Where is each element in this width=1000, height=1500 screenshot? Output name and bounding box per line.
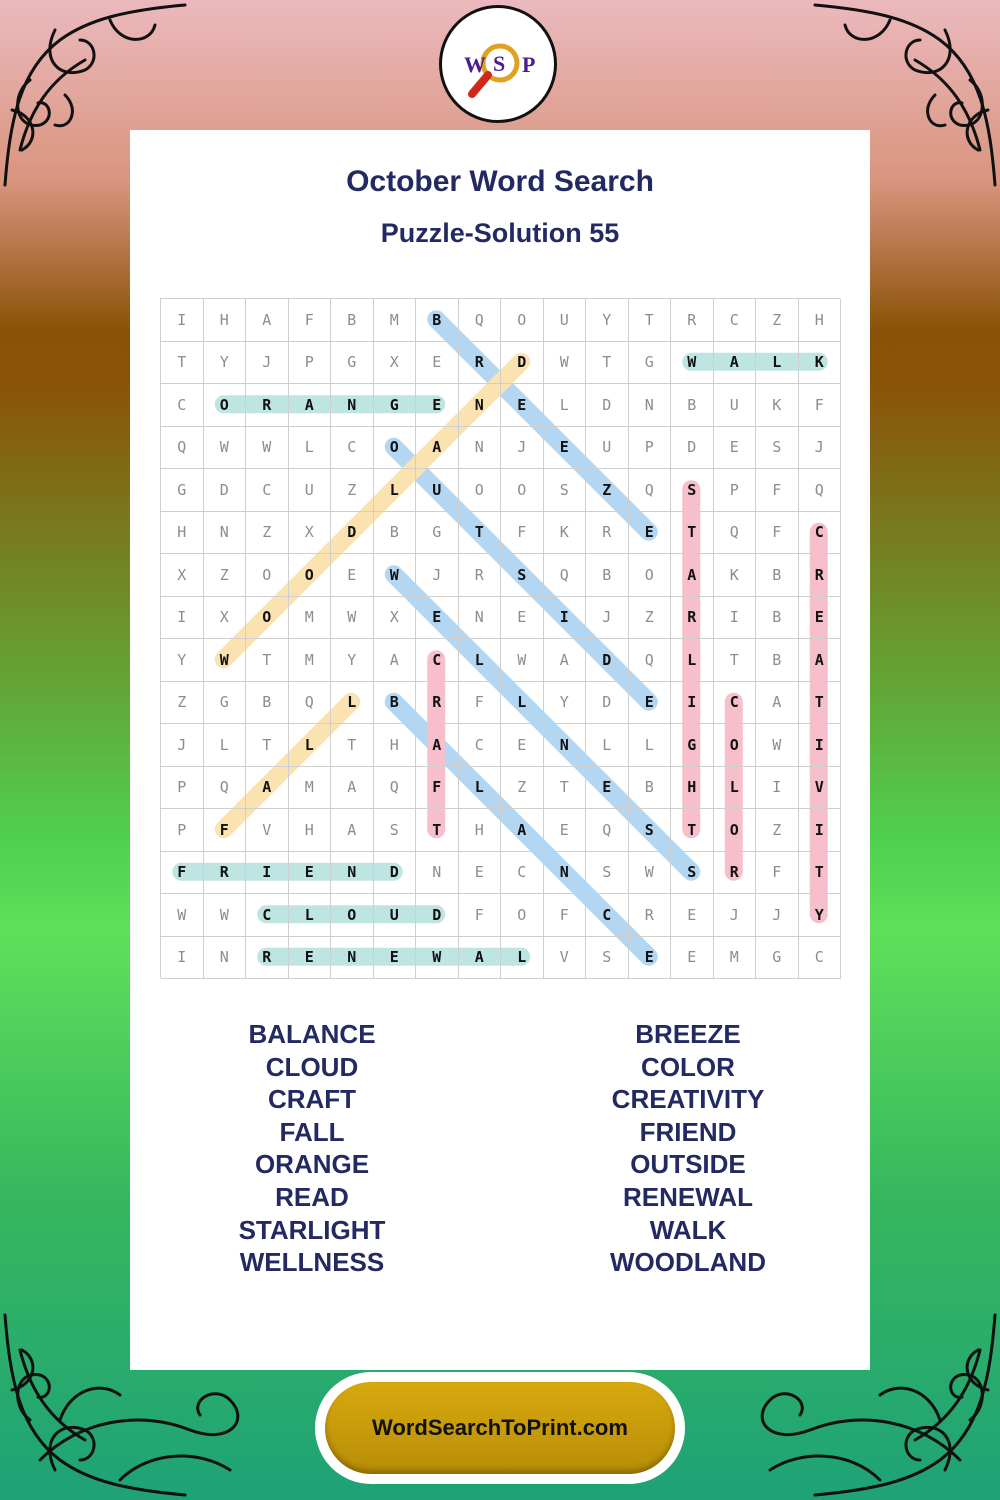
grid-cell[interactable]: T (544, 767, 587, 810)
grid-cell[interactable]: T (331, 724, 374, 767)
grid-cell[interactable]: L (544, 384, 587, 427)
grid-cell[interactable]: G (756, 937, 799, 980)
grid-cell[interactable]: W (331, 597, 374, 640)
grid-cell[interactable]: S (501, 554, 544, 597)
grid-cell[interactable]: N (629, 384, 672, 427)
grid-cell[interactable]: L (756, 342, 799, 385)
grid-cell[interactable]: F (459, 894, 502, 937)
grid-cell[interactable]: K (544, 512, 587, 555)
grid-cell[interactable]: I (671, 682, 714, 725)
word-list-left (162, 1018, 462, 1279)
grid-cell[interactable]: O (246, 597, 289, 640)
grid-cell[interactable]: B (374, 512, 417, 555)
grid-cell[interactable]: Q (161, 427, 204, 470)
grid-cell[interactable]: Y (331, 639, 374, 682)
grid-cell[interactable]: N (416, 852, 459, 895)
grid-cell[interactable]: Z (161, 682, 204, 725)
grid-cell[interactable]: C (416, 639, 459, 682)
grid-cell[interactable]: C (586, 894, 629, 937)
grid-cell[interactable]: O (501, 894, 544, 937)
grid-cell[interactable]: P (161, 809, 204, 852)
word-list-item: WALK (649, 1214, 727, 1245)
grid-cell[interactable]: T (671, 809, 714, 852)
grid-cell[interactable]: C (459, 724, 502, 767)
grid-cell[interactable]: I (544, 597, 587, 640)
grid-cell[interactable]: I (161, 597, 204, 640)
grid-cell[interactable]: G (629, 342, 672, 385)
grid-cell[interactable]: N (331, 852, 374, 895)
grid-cell[interactable]: I (161, 299, 204, 342)
grid-cell[interactable]: C (246, 469, 289, 512)
grid-cell[interactable]: E (714, 427, 757, 470)
grid-cell[interactable]: U (289, 469, 332, 512)
grid-cell[interactable]: F (544, 894, 587, 937)
grid-cell[interactable]: E (629, 512, 672, 555)
grid-cell[interactable]: N (544, 724, 587, 767)
grid-cell[interactable]: S (671, 469, 714, 512)
page-title: October Word Search (346, 165, 654, 198)
grid-cell[interactable]: K (714, 554, 757, 597)
grid-cell[interactable]: F (161, 852, 204, 895)
grid-cell[interactable]: Z (246, 512, 289, 555)
grid-cell[interactable]: T (161, 342, 204, 385)
grid-cell[interactable]: F (756, 852, 799, 895)
grid-cell[interactable]: Q (629, 469, 672, 512)
grid-cell[interactable]: R (671, 597, 714, 640)
word-list-item: FALL (279, 1116, 345, 1147)
grid-cell[interactable]: M (714, 937, 757, 980)
grid-cell[interactable]: C (331, 427, 374, 470)
grid-cell[interactable]: W (374, 554, 417, 597)
grid-cell[interactable]: L (459, 767, 502, 810)
grid-cell[interactable]: M (289, 767, 332, 810)
grid-cell[interactable]: X (161, 554, 204, 597)
grid-cell[interactable]: U (416, 469, 459, 512)
grid-cell[interactable]: W (246, 427, 289, 470)
grid-cell[interactable]: S (544, 469, 587, 512)
grid-cell[interactable]: X (374, 597, 417, 640)
word-list-item: WELLNESS (239, 1247, 385, 1278)
grid-cell[interactable]: E (374, 937, 417, 980)
grid-cell[interactable]: O (204, 384, 247, 427)
grid-cell[interactable]: P (629, 427, 672, 470)
grid-cell[interactable]: A (714, 342, 757, 385)
grid-cell[interactable]: A (756, 682, 799, 725)
grid-cell[interactable]: A (331, 767, 374, 810)
grid-cell[interactable]: B (586, 554, 629, 597)
word-list-item: OUTSIDE (630, 1149, 746, 1180)
grid-cell[interactable]: R (714, 852, 757, 895)
grid-cell[interactable]: E (459, 852, 502, 895)
grid-cell[interactable]: E (671, 937, 714, 980)
grid-cell[interactable]: J (161, 724, 204, 767)
grid-cell[interactable]: M (289, 639, 332, 682)
grid-cell[interactable]: L (289, 724, 332, 767)
grid-cell[interactable]: R (629, 894, 672, 937)
grid-cell[interactable]: S (629, 809, 672, 852)
grid-cell[interactable]: P (714, 469, 757, 512)
grid-cell[interactable]: Q (629, 639, 672, 682)
grid-cell[interactable]: G (416, 512, 459, 555)
grid-cell[interactable]: T (671, 512, 714, 555)
grid-cell[interactable]: E (501, 597, 544, 640)
grid-cell[interactable]: E (416, 384, 459, 427)
grid-cell[interactable]: T (459, 512, 502, 555)
grid-cell[interactable]: O (289, 554, 332, 597)
grid-cell[interactable]: L (331, 682, 374, 725)
grid-cell[interactable]: R (459, 342, 502, 385)
grid-cell[interactable]: W (204, 894, 247, 937)
word-list-item: CLOUD (265, 1051, 359, 1082)
grid-cell[interactable]: F (459, 682, 502, 725)
grid-cell[interactable]: B (629, 767, 672, 810)
grid-cell[interactable]: W (416, 937, 459, 980)
grid-cell[interactable]: J (799, 427, 842, 470)
grid-cell[interactable]: S (586, 852, 629, 895)
grid-cell[interactable]: Z (586, 469, 629, 512)
grid-cell[interactable]: E (331, 554, 374, 597)
grid-cell[interactable]: I (246, 852, 289, 895)
grid-cell[interactable]: U (544, 299, 587, 342)
grid-cell[interactable]: Z (756, 299, 799, 342)
grid-cell[interactable]: E (544, 809, 587, 852)
grid-cell[interactable]: Z (501, 767, 544, 810)
grid-cell[interactable]: B (756, 597, 799, 640)
grid-cell[interactable]: C (501, 852, 544, 895)
logo-letter: W (464, 52, 486, 77)
grid-cell[interactable]: B (756, 554, 799, 597)
grid-cell[interactable]: I (161, 937, 204, 980)
word-list-item: CREATIVITY (611, 1084, 765, 1115)
grid-cell[interactable]: T (629, 299, 672, 342)
grid-cell[interactable]: E (629, 682, 672, 725)
grid-cell[interactable]: A (459, 937, 502, 980)
grid-cell[interactable]: H (161, 512, 204, 555)
grid-cell[interactable]: W (204, 639, 247, 682)
word-list-right (538, 1018, 838, 1279)
grid-cell[interactable]: W (161, 894, 204, 937)
grid-cell[interactable]: I (714, 597, 757, 640)
grid-cell[interactable]: F (204, 809, 247, 852)
word-list (130, 1018, 870, 1278)
grid-cell[interactable]: H (289, 809, 332, 852)
grid-cell[interactable]: C (161, 384, 204, 427)
word-list-item: WOODLAND (610, 1247, 766, 1278)
grid-cell[interactable]: C (799, 937, 842, 980)
grid-cell[interactable]: O (714, 724, 757, 767)
grid-cell[interactable]: D (416, 894, 459, 937)
grid-cell[interactable]: R (799, 554, 842, 597)
grid-cell[interactable]: J (586, 597, 629, 640)
grid-cell[interactable]: E (501, 384, 544, 427)
grid-cell[interactable]: A (416, 427, 459, 470)
grid-cell[interactable]: C (246, 894, 289, 937)
word-list-item: CRAFT (267, 1084, 357, 1115)
grid-cell[interactable]: N (459, 384, 502, 427)
grid-cell[interactable]: L (501, 937, 544, 980)
grid-cell[interactable]: R (246, 384, 289, 427)
grid-cell[interactable]: D (501, 342, 544, 385)
grid-cell[interactable]: G (161, 469, 204, 512)
grid-cell[interactable]: A (246, 767, 289, 810)
grid-cell[interactable]: G (204, 682, 247, 725)
grid-cell[interactable]: Q (289, 682, 332, 725)
logo-letter: P (522, 52, 536, 77)
word-list-item: COLOR (641, 1051, 735, 1082)
grid-cell[interactable]: F (501, 512, 544, 555)
grid-cell[interactable]: Z (331, 469, 374, 512)
grid-cell[interactable]: A (246, 299, 289, 342)
grid-cell[interactable]: U (586, 427, 629, 470)
grid-cell[interactable]: G (331, 342, 374, 385)
site-logo[interactable] (439, 5, 557, 123)
grid-cell[interactable]: Q (714, 512, 757, 555)
grid-cell[interactable]: E (586, 767, 629, 810)
grid-cell[interactable]: D (331, 512, 374, 555)
grid-cell[interactable]: Q (799, 469, 842, 512)
grid-cell[interactable]: D (204, 469, 247, 512)
grid-cell[interactable]: C (714, 682, 757, 725)
grid-cell[interactable]: N (204, 512, 247, 555)
grid-cell[interactable]: Q (586, 809, 629, 852)
grid-cell[interactable]: O (459, 469, 502, 512)
grid-cell[interactable]: P (161, 767, 204, 810)
grid-cell[interactable]: I (756, 767, 799, 810)
grid-cell[interactable]: J (246, 342, 289, 385)
grid-cell[interactable]: S (586, 937, 629, 980)
grid-cell[interactable]: F (799, 384, 842, 427)
grid-cell[interactable]: A (501, 809, 544, 852)
grid-cell[interactable]: C (714, 299, 757, 342)
grid-cell[interactable]: E (416, 597, 459, 640)
word-list-item: STARLIGHT (238, 1214, 386, 1245)
grid-cell[interactable]: X (289, 512, 332, 555)
grid-cell[interactable]: W (544, 342, 587, 385)
grid-cell[interactable]: L (586, 724, 629, 767)
grid-cell[interactable]: R (416, 682, 459, 725)
grid-cell[interactable]: K (756, 384, 799, 427)
magnifier-icon (442, 8, 554, 120)
grid-cell[interactable]: O (501, 299, 544, 342)
grid-cell[interactable]: A (799, 639, 842, 682)
grid-cell[interactable]: F (289, 299, 332, 342)
grid-cell[interactable]: E (544, 427, 587, 470)
grid-cell[interactable]: N (204, 937, 247, 980)
word-list-item: RENEWAL (623, 1181, 753, 1212)
grid-cell[interactable]: N (331, 937, 374, 980)
grid-cell[interactable]: T (586, 342, 629, 385)
grid-cell[interactable]: E (416, 342, 459, 385)
grid-cell[interactable]: X (204, 597, 247, 640)
grid-cell[interactable]: E (671, 894, 714, 937)
grid-cell[interactable]: W (629, 852, 672, 895)
word-search-grid (160, 298, 840, 978)
grid-cell[interactable]: O (331, 894, 374, 937)
grid-cell[interactable]: N (459, 427, 502, 470)
grid-cell[interactable]: S (671, 852, 714, 895)
grid-cell[interactable]: W (671, 342, 714, 385)
grid-cell[interactable]: Y (586, 299, 629, 342)
grid-cell[interactable]: Y (204, 342, 247, 385)
grid-cell[interactable]: L (204, 724, 247, 767)
grid-cell[interactable]: O (501, 469, 544, 512)
grid-cell[interactable]: L (374, 469, 417, 512)
grid-cell[interactable]: F (756, 469, 799, 512)
word-list-item: BREEZE (635, 1019, 741, 1049)
grid-cell[interactable]: K (799, 342, 842, 385)
grid-cell[interactable]: T (246, 639, 289, 682)
grid-cell[interactable]: T (714, 639, 757, 682)
grid-cell[interactable]: L (501, 682, 544, 725)
grid-cell[interactable]: Q (459, 299, 502, 342)
grid-cell[interactable]: Q (374, 767, 417, 810)
grid-cell[interactable]: S (374, 809, 417, 852)
grid-cell[interactable]: Y (161, 639, 204, 682)
grid-cell[interactable]: G (374, 384, 417, 427)
grid-cell[interactable]: N (459, 597, 502, 640)
grid-cell[interactable]: L (671, 639, 714, 682)
grid-cell[interactable]: L (289, 894, 332, 937)
grid-cell[interactable]: N (331, 384, 374, 427)
grid-cell[interactable]: J (416, 554, 459, 597)
word-list-item: ORANGE (254, 1149, 370, 1180)
grid-cell[interactable]: B (416, 299, 459, 342)
grid-cell[interactable]: T (416, 809, 459, 852)
grid-cell[interactable]: R (671, 299, 714, 342)
grid-cell[interactable]: I (799, 809, 842, 852)
grid-cell[interactable]: D (374, 852, 417, 895)
grid-cell[interactable]: O (374, 427, 417, 470)
grid-cell[interactable]: H (459, 809, 502, 852)
grid-cell[interactable]: J (756, 894, 799, 937)
grid-cell[interactable]: I (799, 724, 842, 767)
grid-cell[interactable]: T (246, 724, 289, 767)
grid-cell[interactable]: L (714, 767, 757, 810)
word-list-item: READ (275, 1181, 349, 1212)
grid-cell[interactable]: R (246, 937, 289, 980)
grid-cell[interactable]: A (374, 639, 417, 682)
grid-cell[interactable]: D (586, 682, 629, 725)
grid-cell[interactable]: Q (204, 767, 247, 810)
grid-cell[interactable]: E (629, 937, 672, 980)
grid-cell[interactable]: D (586, 639, 629, 682)
grid-cell[interactable]: H (799, 299, 842, 342)
grid-cell[interactable]: E (289, 852, 332, 895)
grid-cell[interactable]: F (416, 767, 459, 810)
grid-cell[interactable]: J (714, 894, 757, 937)
grid-cell[interactable]: F (756, 512, 799, 555)
grid-cell[interactable]: D (586, 384, 629, 427)
grid-cell[interactable]: Q (544, 554, 587, 597)
grid-cell[interactable]: U (374, 894, 417, 937)
grid-cell[interactable]: O (629, 554, 672, 597)
grid-cell[interactable]: B (246, 682, 289, 725)
grid-cell[interactable]: S (756, 427, 799, 470)
grid-cell[interactable]: W (756, 724, 799, 767)
grid-cell[interactable]: L (289, 427, 332, 470)
grid-cell[interactable]: Y (799, 894, 842, 937)
grid-cell[interactable]: D (671, 427, 714, 470)
grid-cell[interactable]: A (289, 384, 332, 427)
grid-cell[interactable]: O (246, 554, 289, 597)
grid-cell[interactable]: J (501, 427, 544, 470)
grid-cell[interactable]: Z (756, 809, 799, 852)
grid-cell[interactable]: A (544, 639, 587, 682)
grid-cell[interactable]: B (331, 299, 374, 342)
grid-cell[interactable]: W (501, 639, 544, 682)
grid-cell[interactable]: T (799, 852, 842, 895)
grid-cell[interactable]: V (246, 809, 289, 852)
grid-cell[interactable]: Z (204, 554, 247, 597)
letter-grid (160, 298, 840, 978)
grid-cell[interactable]: L (459, 639, 502, 682)
grid-cell[interactable]: G (671, 724, 714, 767)
grid-cell[interactable]: A (416, 724, 459, 767)
grid-cell[interactable]: O (714, 809, 757, 852)
grid-cell[interactable]: R (204, 852, 247, 895)
grid-cell[interactable]: L (629, 724, 672, 767)
grid-cell[interactable]: Y (544, 682, 587, 725)
grid-cell[interactable]: M (289, 597, 332, 640)
grid-cell[interactable]: T (799, 682, 842, 725)
word-list-item: BALANCE (248, 1019, 376, 1049)
grid-cell[interactable]: X (374, 342, 417, 385)
grid-cell[interactable]: R (586, 512, 629, 555)
page-subtitle: Puzzle-Solution 55 (380, 218, 620, 248)
grid-cell[interactable]: E (799, 597, 842, 640)
site-link-label: WordSearchToPrint.com (325, 1382, 675, 1474)
grid-cell[interactable]: E (289, 937, 332, 980)
site-link-button[interactable] (315, 1372, 685, 1484)
grid-cell[interactable]: W (204, 427, 247, 470)
grid-cell[interactable]: Z (629, 597, 672, 640)
grid-cell[interactable]: P (289, 342, 332, 385)
grid-cell[interactable]: N (544, 852, 587, 895)
grid-cell[interactable]: M (374, 299, 417, 342)
grid-cell[interactable]: A (671, 554, 714, 597)
puzzle-card (130, 130, 870, 1370)
grid-cell[interactable]: B (374, 682, 417, 725)
logo-letter: S (493, 51, 506, 76)
grid-cell[interactable]: C (799, 512, 842, 555)
grid-cell[interactable]: B (671, 384, 714, 427)
word-list-item: FRIEND (639, 1116, 737, 1147)
grid-cell[interactable]: U (714, 384, 757, 427)
grid-cell[interactable]: V (799, 767, 842, 810)
grid-cell[interactable]: H (204, 299, 247, 342)
grid-cell[interactable]: V (544, 937, 587, 980)
grid-cell[interactable]: A (331, 809, 374, 852)
grid-cell[interactable]: H (374, 724, 417, 767)
grid-cell[interactable]: R (459, 554, 502, 597)
grid-cell[interactable]: H (671, 767, 714, 810)
grid-cell[interactable]: B (756, 639, 799, 682)
grid-cell[interactable]: E (501, 724, 544, 767)
